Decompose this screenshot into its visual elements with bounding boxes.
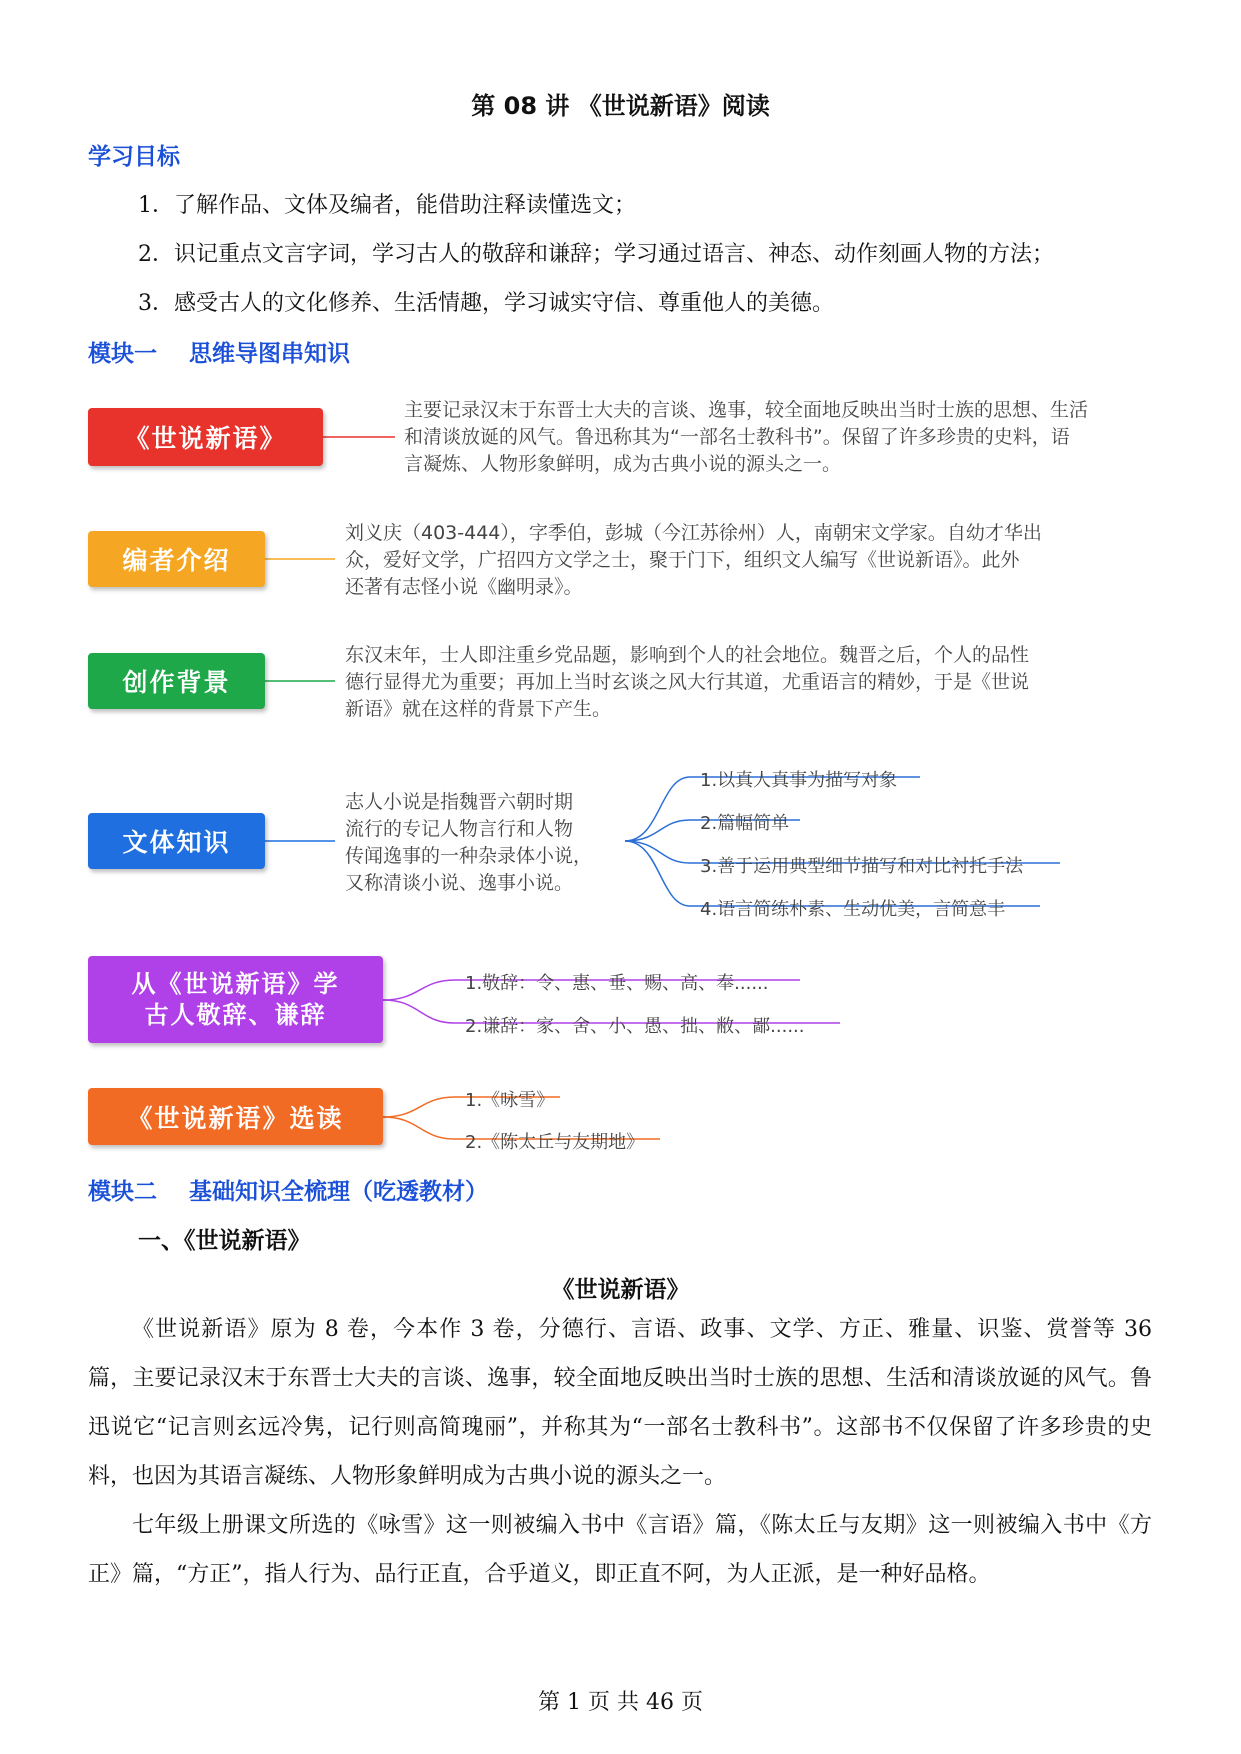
mindmap-node-readings [88, 1088, 383, 1145]
mindmap-node-editor [88, 531, 265, 587]
objectives-heading: 学习目标 [88, 144, 180, 170]
node-label: 文体知识 [122, 828, 231, 857]
objective-item: 1．了解作品、文体及编者，能借助注释读懂选文； [138, 193, 636, 218]
objective-item: 3．感受古人的文化修养、生活情趣，学习诚实守信、尊重他人的美德。 [138, 291, 834, 316]
text-line: 传闻逸事的一种杂录体小说， [345, 845, 593, 867]
paragraph: 《世说新语》原为 8 卷，今本作 3 卷，分德行、言语、政事、文学、方正、雅量、识鉴、赏誉等 36 篇，主要记录汉末于东晋士大夫的言谈、逸事，较全面地反映出当时士族的思想、生活和清谈放诞的风气。鲁迅说它“记言则玄远冷隽，记行则高简瑰丽”，并称其为“一部名士教科书”。这部书不仅保留了许多珍贵的史料，也因为其语言凝练、人物形象鲜明成为古典小说的源头之一。 [88, 1317, 1152, 1489]
honorifics-branch: 1.敬辞：令、惠、垂、赐、高、奉...... [465, 973, 769, 994]
module2-heading: 模块二 基础知识全梳理（吃透教材） [88, 1179, 489, 1205]
text-line: 言凝炼、人物形象鲜明，成为古典小说的源头之一。 [404, 453, 842, 475]
text-line: 志人小说是指魏晋六朝时期 [345, 791, 574, 813]
genre-branch: 4.语言简练朴素、生动优美，言简意丰 [700, 899, 1006, 920]
mindmap-node-background [88, 653, 265, 709]
node-label: 《世说新语》选读 [127, 1103, 344, 1133]
node-label: 编者介绍 [122, 546, 231, 575]
module1-heading: 模块一 思维导图串知识 [88, 341, 351, 367]
text-line: 还著有志怪小说《幽明录》。 [345, 576, 583, 598]
objective-item: 2．识记重点文言字词，学习古人的敬辞和谦辞；学习通过语言、神态、动作刻画人物的方法； [138, 242, 1055, 267]
text-line: 德行显得尤为重要；再加上当时玄谈之风大行其道，尤重语言的精妙，于是《世说 [345, 671, 1030, 693]
section-title: 一、《世说新语》 [138, 1228, 311, 1254]
genre-branch: 3.善于运用典型细节描写和对比衬托手法 [700, 856, 1024, 877]
text-line: 又称清谈小说、逸事小说。 [345, 872, 574, 894]
genre-branch: 2.篇幅简单 [700, 813, 790, 834]
node-label-line: 古人敬辞、谦辞 [144, 1000, 327, 1029]
mindmap-node-book [88, 408, 323, 466]
text-line: 刘义庆（403-444），字季伯，彭城（今江苏徐州）人，南朝宋文学家。自幼才华出 [345, 522, 1042, 544]
mindmap-node-honorifics [88, 956, 383, 1043]
text-line: 主要记录汉末于东晋士大夫的言谈、逸事，较全面地反映出当时士族的思想、生活 [404, 399, 1089, 421]
page-footer: 第 1 页 共 46 页 [538, 1690, 703, 1715]
text-line: 新语》就在这样的背景下产生。 [345, 698, 612, 720]
genre-branch: 1.以真人真事为描写对象 [700, 770, 898, 791]
text-line: 和清谈放诞的风气。鲁迅称其为“一部名士教科书”。保留了许多珍贵的史料，语 [404, 426, 1070, 448]
paragraph: 七年级上册课文所选的《咏雪》这一则被编入书中《言语》篇，《陈太丘与友期》这一则被编入书中《方正》篇，“方正”，指人行为、品行正直，合乎道义，即正直不阿，为人正派，是一种好品格。 [88, 1513, 1152, 1587]
text-line: 流行的专记人物言行和人物 [345, 818, 574, 840]
node-label: 创作背景 [122, 668, 231, 697]
node-background-text [345, 642, 1145, 723]
node-genre-text [345, 789, 630, 897]
center-title: 《世说新语》 [551, 1277, 690, 1303]
mindmap-node-genre [88, 813, 265, 869]
node-label: 《世说新语》 [124, 424, 287, 453]
readings-branch: 2.《陈太丘与友期地》 [465, 1132, 645, 1153]
honorifics-branch: 2.谦辞：家、舍、小、愚、拙、敝、鄙...... [465, 1016, 805, 1037]
readings-branch: 1.《咏雪》 [465, 1090, 555, 1111]
node-book-text [404, 397, 1144, 478]
page-title: 第 08 讲 《世说新语》阅读 [471, 92, 770, 120]
node-editor-text [345, 520, 1145, 601]
text-line: 东汉末年，士人即注重乡党品题，影响到个人的社会地位。魏晋之后，个人的品性 [345, 644, 1030, 666]
node-label-line: 从《世说新语》学 [131, 969, 340, 998]
text-line: 众，爱好文学，广招四方文学之士，聚于门下，组织文人编写《世说新语》。此外 [345, 549, 1020, 571]
